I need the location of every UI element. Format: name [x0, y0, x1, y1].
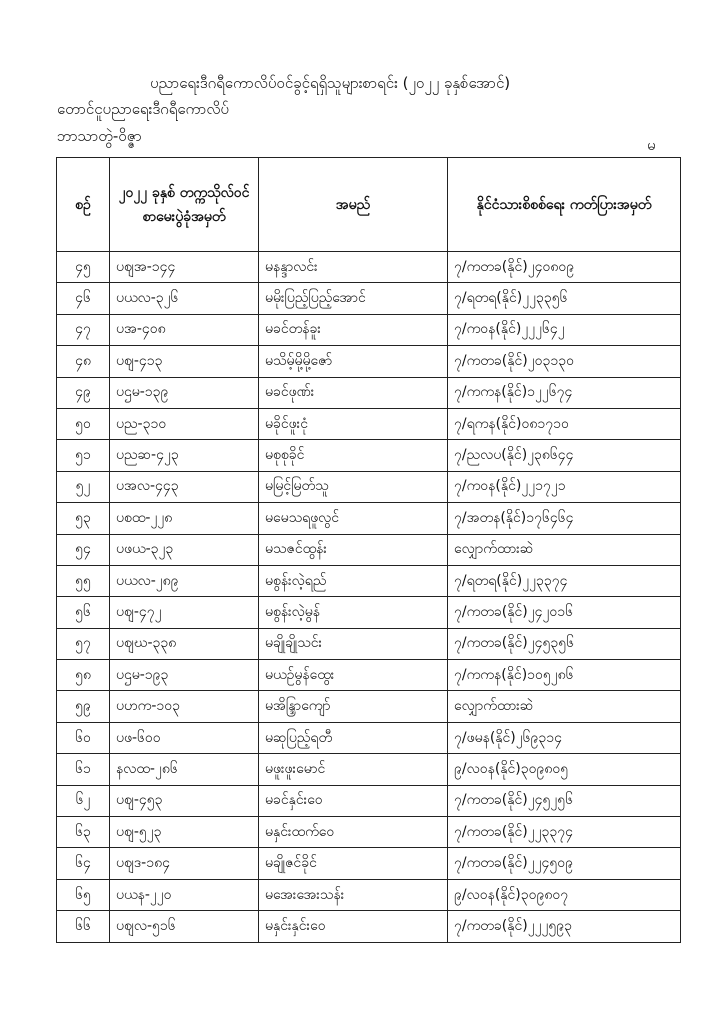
- roll-number: ပဖ-၆၀၀: [110, 722, 259, 753]
- row-number: ၆၅: [57, 879, 110, 910]
- nrc-number: ၇/အတန(နိုင်)၁၇၆၄၆၄: [448, 503, 681, 534]
- nrc-number: ၇/ရတရ(နိုင်)၂၂၃၃၅၆: [448, 283, 681, 314]
- table-row: [57, 377, 681, 408]
- nrc-number: ၇/ကတခ(နိုင်)၂၄၅၂၅၆: [448, 785, 681, 816]
- student-name: မစွန်းလဲ့မွန်: [259, 597, 448, 628]
- roll-number: ပဈ-၄၁၃: [110, 346, 259, 377]
- student-name: မမေသရဖူလွင်: [259, 503, 448, 534]
- table-row: [57, 628, 681, 659]
- row-number: ၄၇: [57, 314, 110, 345]
- row-number: ၅၁: [57, 440, 110, 471]
- row-number: ၆၆: [57, 911, 110, 942]
- student-name: မနှင်းထက်ဝေ: [259, 817, 448, 848]
- row-number: ၅၇: [57, 628, 110, 659]
- table-row: [57, 754, 681, 785]
- table-row: [57, 565, 681, 596]
- student-name: မစုစုခိုင်: [259, 440, 448, 471]
- table-row: [57, 314, 681, 345]
- table-row: [57, 440, 681, 471]
- row-number: ၅၄: [57, 534, 110, 565]
- row-number: ၅၂: [57, 471, 110, 502]
- table-row: [57, 722, 681, 753]
- roll-number: ပယန-၂၂၀: [110, 879, 259, 910]
- roll-number: ပဈလ-၅၁၆: [110, 911, 259, 942]
- table-row: [57, 534, 681, 565]
- roll-number: ပဌမ-၁၉၃: [110, 660, 259, 691]
- row-number: ၄၈: [57, 346, 110, 377]
- college-name: တောင်ငူပညာရေးဒီဂရီကောလိပ်: [57, 100, 229, 118]
- roll-number: ပဈ-၄၇၂: [110, 597, 259, 628]
- table-row: [57, 346, 681, 377]
- roll-number: ပဈဃ-၃၃၈: [110, 628, 259, 659]
- student-name: မချိုချိုသင်း: [259, 628, 448, 659]
- nrc-number: ၇/ကတခ(နိုင်)၂၄၂၀၁၆: [448, 597, 681, 628]
- subject-combination: ဘာသာတွဲ-ဝိဇ္ဇာ: [57, 127, 142, 145]
- row-number: ၄၉: [57, 377, 110, 408]
- student-name: မခင်ဖုဏ်း: [259, 377, 448, 408]
- nrc-number: ၇/ဖမန(နိုင်)၂၆၉၃၁၄: [448, 722, 681, 753]
- nrc-number: ၇/ကကန(နိုင်)၁၀၅၂၈၆: [448, 660, 681, 691]
- student-name: မမိုးပြည့်ပြည့်အောင်: [259, 283, 448, 314]
- row-number: ၆၁: [57, 754, 110, 785]
- table-row: [57, 408, 681, 439]
- nrc-number: ၉/လဝန(နိုင်)၃၀၉၈၀၇: [448, 879, 681, 910]
- nrc-number: ၇/ကဝန(နိုင်)၂၂၁၇၂၁: [448, 471, 681, 502]
- row-number: ၅၉: [57, 691, 110, 722]
- admission-table: [56, 157, 681, 943]
- roll-number: ပညဆ-၄၂၃: [110, 440, 259, 471]
- roll-number: ပဈ-၅၂၃: [110, 817, 259, 848]
- student-name: မမြင့်မြတ်သူ: [259, 471, 448, 502]
- student-name: မအေးအေးသန်း: [259, 879, 448, 910]
- table-row: [57, 911, 681, 942]
- student-name: မနန္ဒာလင်း: [259, 252, 448, 283]
- student-name: မအိန္ဒြာကျော်: [259, 691, 448, 722]
- student-name: မခိုင်ဖူးငုံ: [259, 408, 448, 439]
- table-body: [57, 252, 681, 943]
- nrc-number: ၇/ကတခ(နိုင်)၂၂၄၅၀၉: [448, 848, 681, 879]
- nrc-number: ၇/ညလပ(နိုင်)၂၃၈၆၄၄: [448, 440, 681, 471]
- nrc-number: ၇/ရတရ(နိုင်)၂၂၃၃၇၄: [448, 565, 681, 596]
- student-name: မနှင်းနှင်းဝေ: [259, 911, 448, 942]
- student-name: မဖူးဖူးမောင်: [259, 754, 448, 785]
- roll-number: ပဟက-၁၀၃: [110, 691, 259, 722]
- row-number: ၅၆: [57, 597, 110, 628]
- roll-number: ပဈဒ-၁၈၄: [110, 848, 259, 879]
- student-name: မခင်နှင်းဝေ: [259, 785, 448, 816]
- student-name: မသဇင်ထွန်း: [259, 534, 448, 565]
- roll-number: ပယလ-၂၈၉: [110, 565, 259, 596]
- nrc-number: ၇/ကတခ(နိုင်)၂၂၂၅၉၃: [448, 911, 681, 942]
- student-name: မချိုဇင်ခိုင်: [259, 848, 448, 879]
- student-name: မယဉ်မွန်ထွေး: [259, 660, 448, 691]
- nrc-number: ၇/ကတခ(နိုင်)၂၄၅၃၅၆: [448, 628, 681, 659]
- col-header-no: စဉ်: [57, 158, 110, 252]
- nrc-number: ၇/ရကန(နိုင်)၀၈၁၇၁၀: [448, 408, 681, 439]
- row-number: ၆၃: [57, 817, 110, 848]
- row-number: ၅၈: [57, 660, 110, 691]
- table-row: [57, 252, 681, 283]
- roll-number: ပစထ-၂၂၈: [110, 503, 259, 534]
- table-row: [57, 597, 681, 628]
- row-number: ၆၂: [57, 785, 110, 816]
- nrc-number: ၇/ကတခ(နိုင်)၂၀၃၁၃၀: [448, 346, 681, 377]
- row-number: ၆၄: [57, 848, 110, 879]
- table-row: [57, 283, 681, 314]
- student-name: မစွန်းလဲ့ရည်: [259, 565, 448, 596]
- col-header-nrc: နိုင်ငံသားစိစစ်ရေး ကတ်ပြားအမှတ်: [448, 158, 681, 252]
- roll-number: ပအလ-၄၄၃: [110, 471, 259, 502]
- table-row: [57, 503, 681, 534]
- roll-number: ပဈအ-၁၄၄: [110, 252, 259, 283]
- nrc-number: လျှောက်ထားဆဲ: [448, 691, 681, 722]
- roll-number: ပဖယ-၃၂၃: [110, 534, 259, 565]
- row-number: ၄၆: [57, 283, 110, 314]
- roll-number: ပဈ-၄၅၃: [110, 785, 259, 816]
- gender-mark: မ: [647, 136, 656, 154]
- nrc-number: ၇/ကတခ(နိုင်)၂၄၀၈၀၉: [448, 252, 681, 283]
- col-header-roll: ၂၀၂၂ ခုနှစ် တက္ကသိုလ်ဝင် စာမေးပွဲခုံအမှတ်: [110, 158, 259, 252]
- nrc-number: ၇/ကကန(နိုင်)၁၂၂၆၇၄: [448, 377, 681, 408]
- roll-number: နလထ-၂၈၆: [110, 754, 259, 785]
- student-name: မခင်တန်ခူး: [259, 314, 448, 345]
- row-number: ၅၀: [57, 408, 110, 439]
- roll-number: ပယလ-၃၂၆: [110, 283, 259, 314]
- row-number: ၄၅: [57, 252, 110, 283]
- nrc-number: ၇/ကတခ(နိုင်)၂၂၃၃၇၄: [448, 817, 681, 848]
- col-header-name: အမည်: [259, 158, 448, 252]
- document-title: ပညာရေးဒီဂရီကောလိပ်ဝင်ခွင့်ရရှိသူများစာရင်း (၂၀၂၂ ခုနှစ်အောင်): [150, 74, 511, 92]
- roll-number: ပည-၃၁၀: [110, 408, 259, 439]
- row-number: ၅၅: [57, 565, 110, 596]
- student-name: မသိမ့်မို့မို့ဇော်: [259, 346, 448, 377]
- table-row: [57, 879, 681, 910]
- roll-number: ပဌမ-၁၃၉: [110, 377, 259, 408]
- table-header-row: [57, 158, 681, 252]
- roll-number: ပအ-၄၀၈: [110, 314, 259, 345]
- row-number: ၆၀: [57, 722, 110, 753]
- table-row: [57, 660, 681, 691]
- nrc-number: လျှောက်ထားဆဲ: [448, 534, 681, 565]
- table-row: [57, 785, 681, 816]
- row-number: ၅၃: [57, 503, 110, 534]
- student-name: မဆုပြည့်ရတီ: [259, 722, 448, 753]
- table-row: [57, 817, 681, 848]
- nrc-number: ၉/လဝန(နိုင်)၃၀၉၈၀၅: [448, 754, 681, 785]
- nrc-number: ၇/ကဝန(နိုင်)၂၂၂၆၄၂: [448, 314, 681, 345]
- table-row: [57, 691, 681, 722]
- table-row: [57, 471, 681, 502]
- table-row: [57, 848, 681, 879]
